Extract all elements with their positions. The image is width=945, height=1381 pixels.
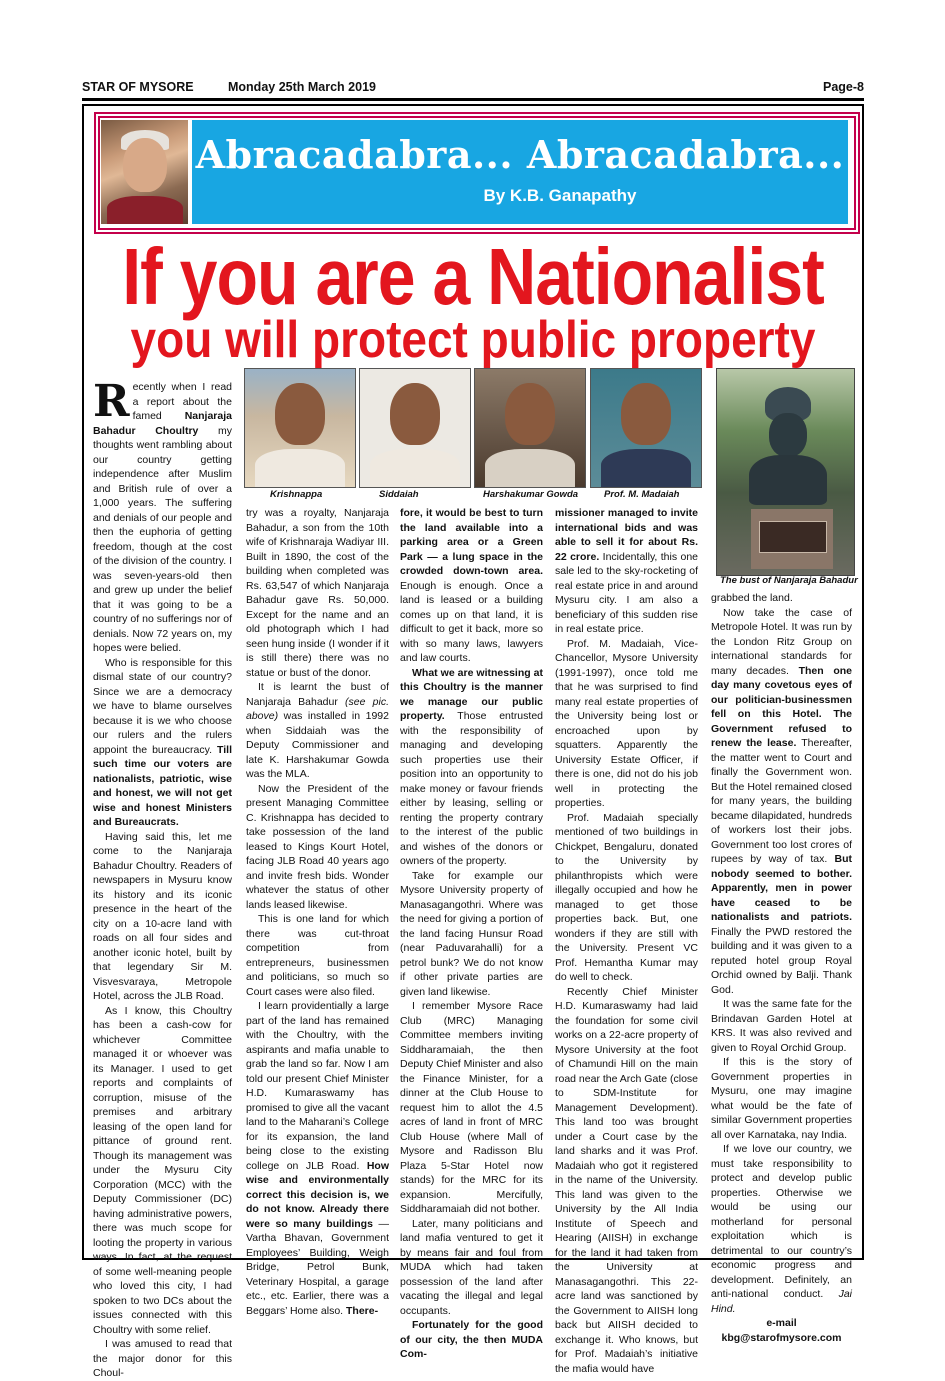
paragraph: Prof. Madaiah specially mentioned of two buildings in Chickpet, Bengaluru, donated to the University by philanthropists which were illegally occupied and how he managed to get those properties back. But, one wonders if they are still with the University. Present VC Prof. Hemantha Kumar may do well to check. [555,811,698,983]
body-column-3 [400,506,543,1362]
paragraph: As I know, this Choultry has been a cash-cow for whichever Committee managed it or whoever was its Manager. I used to get reports and complaints of corruption, misuse of the premises and arbitrary leasing of the open land for pittance of ground rent. Though its management was under the Mysuru City Corporation (MCC) with the Deputy Commissioner (DC) having administrative powers, there was much scope for looting the property in various ways. In fact, at the request of some well-meaning people who loved this city, I had spoken to two DCs about the issues connected with this Choultry with some relief. [93,1004,232,1336]
masthead-rule [82,98,864,101]
headline-sub: you will protect public property [130,310,816,369]
page-number: Page-8 [823,80,864,94]
paragraph: I learn providentially a large part of the land has remained with the Choultry, with the aspirants and mafia unable to grab the land so far. Now I am told our present Chief Minister H.D. Kumaraswamy has promised to give all the vacant land to the Maharani’s College for its expansion, the land being close to the existing college on JLB Road. How wise and environmentally correct this decision is, we do not know. Already there were so many buildings — Vartha Bhavan, Government Employees’ Building, Weigh Bridge, Petrol Bunk, Veterinary Hospital, a garage etc., etc. Earlier, there was a Beggars’ Home also. There- [246,1000,389,1317]
masthead [82,80,864,98]
issue-date: Monday 25th March 2019 [228,80,376,94]
paragraph: If we love our country, we must take responsibility to protect and develop public properties. Otherwise we would be using our motherland for personal exploitation which is detrimental to our country’s economic progress and development. Definitely, an anti-national conduct. Jai Hind. [711,1143,852,1315]
photo-harshakumar-gowda [474,368,586,488]
paragraph: Take for example our Mysore University property of Manasagangothri. Where was the need for giving a portion of the land facing Hunsur Road (near Paduvarahalli) for a petrol bunk? We do not know if other private parties are given land likewise. [400,869,543,998]
photo-caption: Krishnappa [270,489,323,500]
bust-caption: The bust of Nanjaraja Bahadur [720,575,858,586]
paragraph: Now take the case of Metropole Hotel. It was run by the London Ritz Group on international standards for many decades. Then one day many covetous eyes of our politician-businessmen fell on this Hotel. The Government refused to renew the lease. Thereafter, the matter went to Court and finally the Government won. But the Hotel remained closed for many years, the building became dilapidated, hundreds of workers lost their jobs. Government too lost crores of rupees by way of tax. But nobody seemed to bother. Apparently, men in power have ceased to be nationalists and patriots. Finally the PWD restored the building and it was given to a reputed hotel group Royal Orchid owned by Balji. Thank God. [711,606,852,996]
body-column-1 [93,376,232,1381]
photo-caption: Prof. M. Madaiah [604,489,680,500]
photo-bust [716,368,855,576]
body-column-5 [711,591,852,1345]
paragraph: Recently when I read a report about the famed Nanjaraja Bahadur Choultry my thoughts went rambling about our country getting independence after Muslim and British rule of over a 1,000 years. The suffering and denials of our people and then the euphoria of getting freedom, though at the cost of the division of the country. I was seven-years-old then and grew up under the belief that it was going to be a country of no sufferings nor of denials. Now 72 years on, my hopes were belied. [93,376,232,654]
photo-siddaiah [359,368,471,488]
drop-cap: R [93,376,130,427]
paragraph: I was amused to read that the major donor for this Choul- [93,1338,232,1379]
photo-caption: Siddaiah [379,489,419,500]
photo-caption: Harshakumar Gowda [483,489,579,500]
paragraph: missioner managed to invite international bids and was able to sell it for about Rs. 22 crore. Incidentally, this one sale led to the sky-rocketing of real estate price in and around Mysuru city. I am also a beneficiary of this sudden rise in real estate price. [555,507,698,635]
body-column-4 [555,506,698,1376]
email-label: e-mail [766,1317,797,1329]
paper-name: STAR OF MYSORE [82,80,194,94]
photo-madaiah [590,368,702,488]
paragraph: grabbed the land. [711,592,793,604]
headline-main: If you are a Nationalist [122,232,824,322]
paragraph: I remember Mysore Race Club (MRC) Managing Committee members inviting Siddharamaiah, the then Deputy Chief Minister and also the Finance Minister, for a dinner at the Club House to request him to allot the 4.5 acres of land in front of MRC Club House (where Mall of Mysore and Radisson Blu Plaza 5-Star Hotel now stands) for the MRC for its expansion. Mercifully, Siddharamaiah did not bother. [400,1000,543,1215]
paragraph: Fortunately for the good of our city, the then MUDA Com- [400,1319,543,1360]
paragraph: Later, many politicians and land mafia ventured to get it by means fair and foul from MUDA which had taken possession of the land after vacating the illegal and legal occupants. [400,1217,543,1317]
paragraph: Now the President of the present Managing Committee C. Krishnappa has decided to take possession of the land leased to Kings Kourt Hotel, facing JLB Road 40 years ago and invite fresh bids. Wonder whatever the status of other lands leased likewise. [246,782,389,911]
column-title: Abracadabra... Abracadabra... [195,132,845,177]
author-email: kbg@starofmysore.com [721,1331,842,1344]
paragraph: Recently Chief Minister H.D. Kumaraswamy had laid the foundation for some civil works on a 22-acre property of Mysore University at the foot of Chamundi Hill on the main road near the Arch Gate (close to SDM-Institute for Management Development). This land too was brought under a Court case by the land sharks and it was Prof. Madaiah who got it registered in the name of the University. This land was given to the University by the All India Institute of Speech and Hearing (AIISH) in exchange for the land it had taken from the University at Manasagangothri. This 22-acre land was sanctioned by the Government to AIISH long back but AIISH decided to exchange it. Who knows, but for Prof. Madaiah’s initiative the mafia would have [555,985,698,1375]
paragraph: What we are witnessing at this Choultry is the manner we manage our public property. Those entrusted with the responsibility of managing and developing such properties use their position into an opportunity to make money or favour friends either by leasing, selling or renting the property contrary to the interest of the public and wishes of the donors or owners of the property. [400,666,543,867]
paragraph: If this is the story of Government properties in Mysuru, one may imagine what would be the fate of similar Government properties all over Karnataka, nay India. [711,1056,852,1141]
paragraph: fore, it would be best to turn the land available into a parking area or a Green Park — a lung space in the crowded down-town area. Enough is enough. Once a land is leased or a building comes up on that land, it is difficult to get it back, more so with so many laws, lawyers and law courts. [400,507,543,664]
column-byline: By K.B. Ganapathy [483,186,637,205]
body-column-2 [246,506,389,1318]
paragraph: It was the same fate for the Brindavan Garden Hotel at KRS. It was also revived and given to Royal Orchid Group. [711,998,852,1054]
paragraph: This is one land for which there was cut-throat competition from entrepreneurs, businessmen and politicians, so much so Court cases were also filed. [246,913,389,998]
paragraph: Who is responsible for this dismal state of our country? Since we are a democracy we have to blame ourselves because it is we who choose our rulers and the rulers appoint the bureaucracy. Till such time our voters are nationalists, patriotic, wise and honest, we will not get wise and honest Ministers and Bureaucrats. [93,656,232,828]
paragraph: It is learnt the bust of Nanjaraja Bahadur (see pic. above) was installed in 1992 when Siddaiah was the Deputy Commissioner and late K. Harshakumar Gowda was the MLA. [246,681,389,780]
paragraph: try was a royalty, Nanjaraja Bahadur, a son from the 10th wife of Krishnaraja Wadiyar III. Built in 1890, the cost of the building when completed was Rs. 63,547 of which Nanjaraja Bahadur gave Rs. 50,000. Except for the name and an old photograph which I had seen hung inside (I wonder if it is still there) there was no statue or bust of the donor. [246,507,389,679]
paragraph: Prof. M. Madaiah, Vice-Chancellor, Mysore University (1991-1997), once told me that he was surprised to find many real estate properties of the University being lost or encroached upon by squatters. Apparently the University Estate Officer, if there is one, did not do his job well in protecting the properties. [555,637,698,809]
columnist-portrait [101,120,188,224]
photo-krishnappa [244,368,356,488]
paragraph: Having said this, let me come to the Nanjaraja Bahadur Choultry. Readers of newspapers in Mysuru know its history and its iconic presence in the heart of the city on a 10-acre land with roads on all four sides and another iconic hotel, built by that legendary Sir M. Visvesvaraya, Metropole Hotel, across the JLB Road. [93,830,232,1002]
